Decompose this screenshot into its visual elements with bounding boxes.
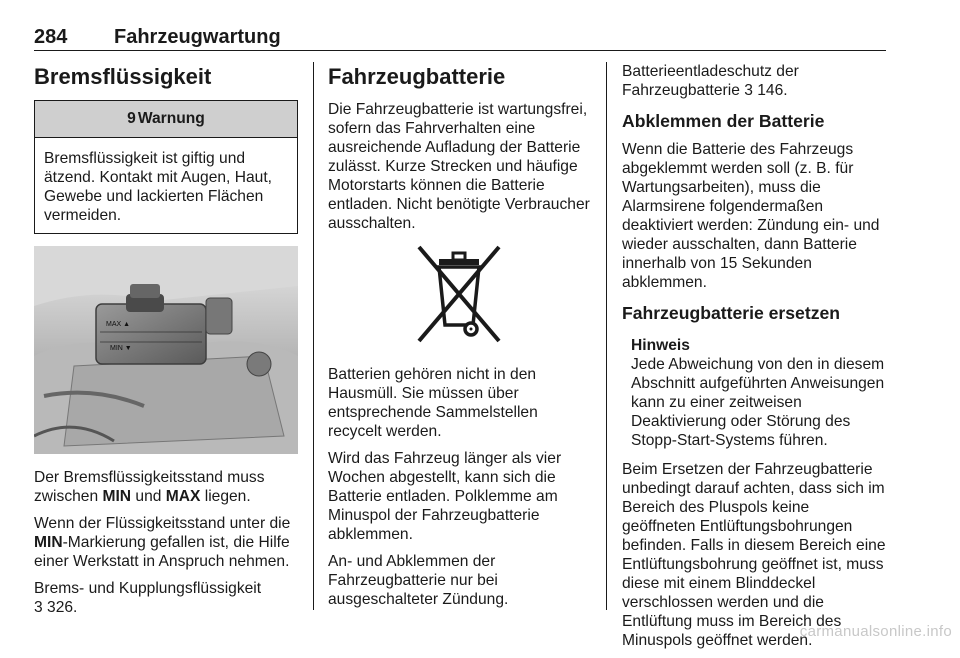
paragraph-disconnect-steps: Wenn die Batterie des Fahrzeugs abgeklemmt werden soll (z. B. für Wartungsarbeiten), muss die Alarmsirene folgendermaßen deaktiviert werden: Zündung ein- und wieder ausschalten, dann Batterie innerhalb von 15 Sekunden abklemmen. xyxy=(622,141,880,291)
column-vehicle-battery xyxy=(328,62,590,617)
crossed-bin-icon xyxy=(409,241,509,351)
paragraph-discharge-protection: Batterieentladeschutz der Fahrzeugbatterie 3 146. xyxy=(622,63,799,99)
warning-header xyxy=(35,101,297,138)
section-heading-battery: Fahrzeugbatterie xyxy=(328,64,506,89)
paragraph-level-range: Der Bremsflüssigkeitsstand muss zwischen MIN und MAX liegen. xyxy=(34,469,265,505)
min-marking: MIN ▼ xyxy=(110,345,132,352)
warning-box xyxy=(34,100,298,234)
paragraph-long-storage: Wird das Fahrzeug länger als vier Wochen abgestellt, kann sich die Batterie entladen. Polklemme am Minuspol der Fahrzeugbatterie abklemmen. xyxy=(328,450,562,543)
chapter-title: Fahrzeugwartung xyxy=(114,26,281,48)
paragraph-connect-ignition: An- und Abklemmen der Fahrzeugbatterie nur bei ausgeschalteter Zündung. xyxy=(328,553,509,608)
watermark: carmanualsonline.info xyxy=(799,623,952,640)
paragraph-disposal: Batterien gehören nicht in den Hausmüll. Sie müssen über entsprechende Sammelstellen recycelt werden. xyxy=(328,366,538,440)
hint-text: Jede Abweichung von den in diesem Abschnitt aufgeführten Anweisungen kann zu einer zeitweisen Deaktivierung oder Störung des Stopp-Start-Systems führen. xyxy=(631,356,885,449)
column-brake-fluid xyxy=(34,62,298,625)
column-divider-1 xyxy=(313,62,314,610)
column-divider-2 xyxy=(606,62,607,610)
section-heading-brake-fluid: Bremsflüssigkeit xyxy=(34,64,212,89)
page-header xyxy=(34,26,886,51)
warning-title: Warnung xyxy=(137,110,205,127)
paragraph-fluid-reference: Brems- und Kupplungsflüssigkeit 3 326. xyxy=(34,580,262,616)
paragraph-below-min: Wenn der Flüssigkeitsstand unter die MIN-Markierung gefallen ist, die Hilfe einer Werkstatt in Anspruch nehmen. xyxy=(34,515,291,570)
hint-box xyxy=(631,336,886,450)
page-number: 284 xyxy=(34,26,68,48)
column-battery-procedures xyxy=(622,62,886,658)
warning-text: Bremsflüssigkeit ist giftig und ätzend. Kontakt mit Augen, Haut, Gewebe und lackierten Flächen vermeiden. xyxy=(44,150,272,224)
subheading-disconnect: Abklemmen der Batterie xyxy=(622,111,825,131)
page-reference-icon: 3 xyxy=(744,82,753,99)
page-reference-icon: 3 xyxy=(34,599,43,616)
paragraph-maintenance-free: Die Fahrzeugbatterie ist wartungsfrei, sofern das Fahrverhalten eine ausreichende Aufladung der Batterie zulässt. Kurze Strecken und häufige Motorstarts können die Batterie entladen. Nicht benötigte Verbraucher ausschalten. xyxy=(328,101,590,232)
max-marking: MAX ▲ xyxy=(106,321,131,328)
brake-fluid-reservoir-photo xyxy=(34,246,298,454)
hint-title: Hinweis xyxy=(631,337,690,354)
warning-icon: 9 xyxy=(127,110,136,127)
paragraph-replacement-vents: Beim Ersetzen der Fahrzeugbatterie unbedingt darauf achten, dass sich im Bereich des Pluspols keine geöffneten Entlüftungsbohrungen befinden. Falls in diesem Bereich eine Entlüftungsbohrung geöffnet ist, muss diese mit einem Blinddeckel verschlossen werden und die Entlüftung muss im Bereich des Minuspols geöffnet werden. xyxy=(622,461,886,649)
subheading-replace: Fahrzeugbatterie ersetzen xyxy=(622,303,841,323)
